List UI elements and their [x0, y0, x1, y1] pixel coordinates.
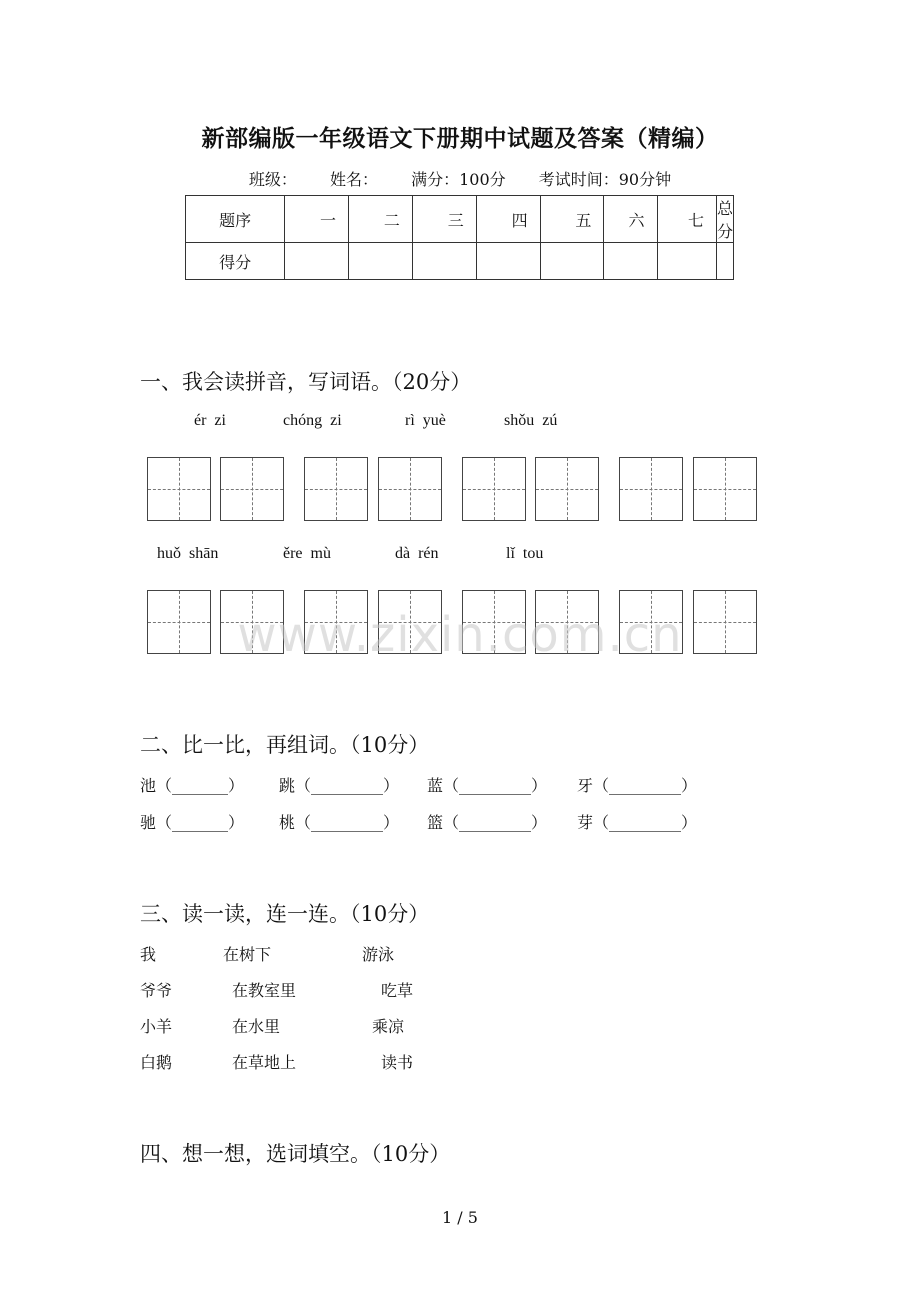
writing-grid-box[interactable]	[304, 457, 368, 521]
match-place: 在教室里	[232, 981, 297, 1000]
writing-grid-box[interactable]	[693, 457, 757, 521]
header-cell: 二	[349, 196, 413, 243]
score-cell[interactable]	[540, 243, 604, 280]
writing-grid-box[interactable]	[535, 457, 599, 521]
score-cell[interactable]	[604, 243, 657, 280]
score-cell[interactable]	[716, 243, 733, 280]
match-subject: 白鹅	[140, 1053, 173, 1072]
pinyin-label: dà rén	[395, 545, 439, 562]
header-cell: 七	[657, 196, 716, 243]
word-compare-item: 芽（_________）	[577, 813, 698, 832]
pinyin-label: huǒ shān	[157, 545, 219, 562]
name-label: 姓名：	[329, 170, 378, 189]
score-row-label: 得分	[186, 243, 285, 280]
section-3-title: 三、读一读，连一连。（10分）	[140, 902, 430, 926]
pinyin-label: rì yuè	[405, 412, 446, 429]
section-4-title: 四、想一想，选词填空。（10分）	[140, 1142, 451, 1166]
score-table-score-row	[186, 243, 734, 280]
header-cell: 总分	[716, 196, 733, 243]
score-table-header-row	[186, 196, 734, 243]
match-subject: 小羊	[140, 1017, 173, 1036]
match-place: 在水里	[232, 1017, 281, 1036]
writing-grid-box[interactable]	[147, 457, 211, 521]
header-cell: 四	[476, 196, 540, 243]
section-2-title: 二、比一比，再组词。（10分）	[140, 733, 430, 757]
match-subject: 我	[140, 945, 157, 964]
header-cell: 一	[285, 196, 349, 243]
pinyin-label: lǐ tou	[506, 545, 544, 562]
writing-grid-box[interactable]	[378, 457, 442, 521]
match-place: 在树下	[223, 945, 272, 964]
watermark: www.zixin.com.cn	[237, 607, 683, 663]
section-1-title: 一、我会读拼音，写词语。（20分）	[140, 370, 472, 394]
word-compare-item: 池（_______）	[140, 776, 245, 795]
pinyin-label: ěre mù	[283, 545, 331, 562]
match-action: 吃草	[381, 981, 414, 1000]
header-cell: 五	[540, 196, 604, 243]
score-cell[interactable]	[412, 243, 476, 280]
writing-grid-box[interactable]	[220, 457, 284, 521]
word-compare-item: 桃（_________）	[279, 813, 400, 832]
header-cell: 六	[604, 196, 657, 243]
document-title: 新部编版一年级语文下册期中试题及答案（精编）	[201, 125, 719, 152]
word-compare-item: 牙（_________）	[577, 776, 698, 795]
match-subject: 爷爷	[140, 981, 173, 1000]
writing-grid-box[interactable]	[619, 457, 683, 521]
class-label: 班级：	[248, 170, 297, 189]
match-place: 在草地上	[232, 1053, 297, 1072]
score-cell[interactable]	[349, 243, 413, 280]
score-table	[185, 195, 734, 280]
match-action: 读书	[381, 1053, 414, 1072]
writing-grid-box[interactable]	[462, 457, 526, 521]
word-compare-item: 蓝（_________）	[427, 776, 548, 795]
word-compare-item: 跳（_________）	[279, 776, 400, 795]
word-compare-item: 驰（_______）	[140, 813, 245, 832]
pinyin-label: shǒu zú	[504, 412, 558, 429]
header-cell: 三	[412, 196, 476, 243]
exam-info-row	[0, 167, 920, 190]
page-number: 1 / 5	[442, 1208, 478, 1227]
match-action: 乘凉	[372, 1017, 405, 1036]
score-cell[interactable]	[476, 243, 540, 280]
header-cell: 题序	[186, 196, 285, 243]
full-score: 满分：100分	[411, 170, 506, 189]
word-compare-item: 篮（_________）	[427, 813, 548, 832]
score-cell[interactable]	[657, 243, 716, 280]
pinyin-label: chóng zi	[283, 412, 342, 429]
exam-time: 考试时间：90分钟	[538, 170, 672, 189]
match-action: 游泳	[362, 945, 395, 964]
score-cell[interactable]	[285, 243, 349, 280]
pinyin-label: ér zi	[194, 412, 226, 429]
